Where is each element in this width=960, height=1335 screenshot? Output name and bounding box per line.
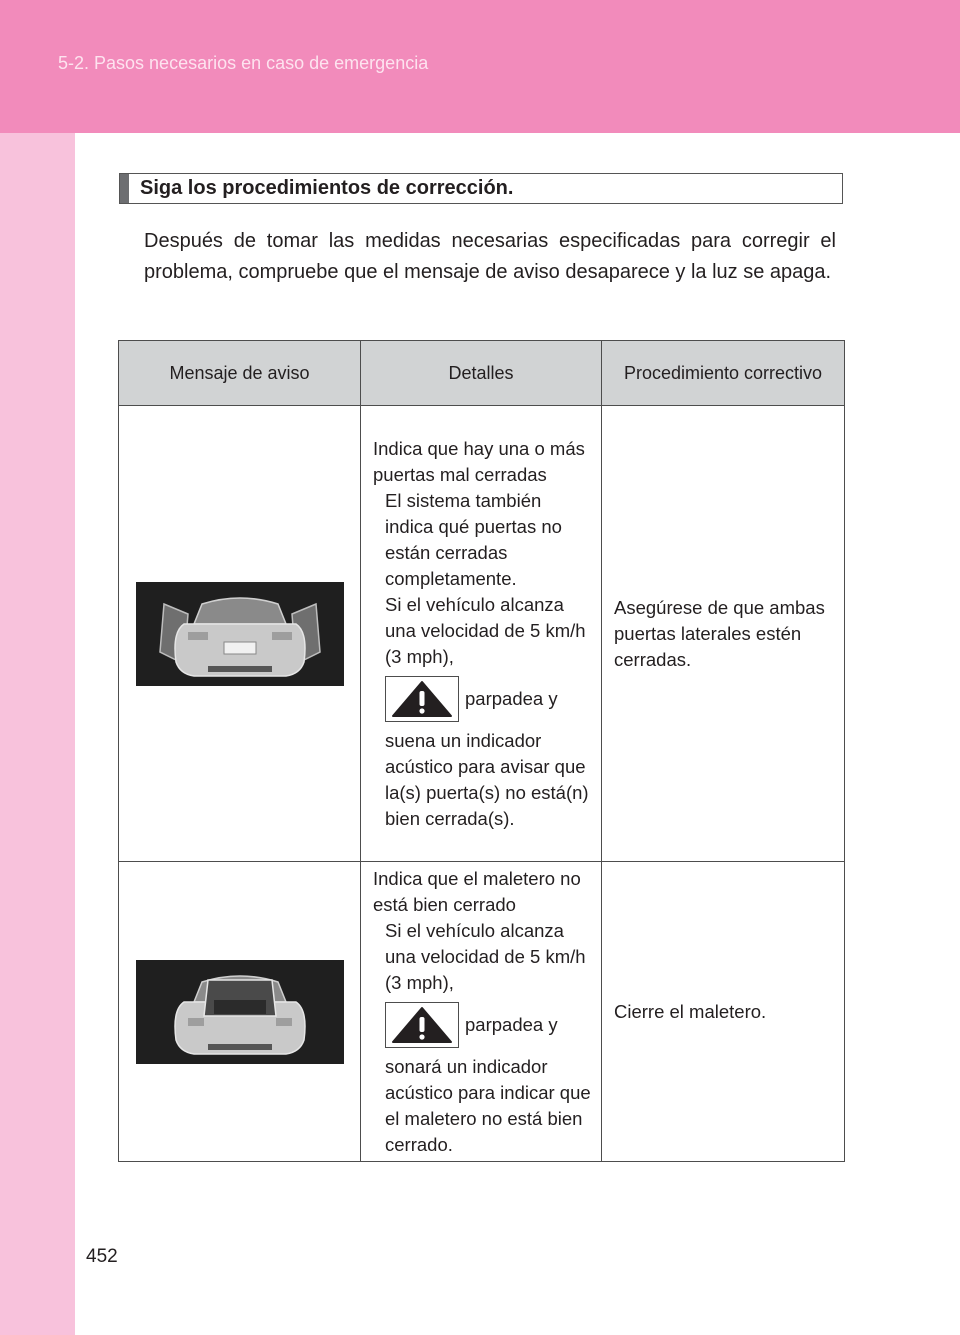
blink-text: parpadea y bbox=[465, 1013, 558, 1035]
details-summary: Indica que hay una o más puertas mal cerradas bbox=[373, 437, 585, 485]
header-band bbox=[0, 0, 960, 133]
warning-image-cell bbox=[119, 862, 361, 1162]
warning-symbol-row bbox=[385, 1002, 593, 1048]
section-title: 5-2. Pasos necesarios en caso de emergencia bbox=[58, 53, 429, 73]
intro-paragraph: Después de tomar las medidas necesarias especificadas para corregir el problema, compruebe que el mensaje de aviso desaparece y la luz se apaga. bbox=[144, 230, 836, 283]
details-cell bbox=[361, 862, 602, 1162]
details-note: El sistema también indica qué puertas no están cerradas completamente. bbox=[385, 489, 562, 589]
table-row bbox=[119, 862, 845, 1162]
step-heading-label: Siga los procedimientos de corrección. bbox=[140, 177, 514, 199]
heading-bar bbox=[120, 174, 129, 203]
column-header-message: Mensaje de aviso bbox=[119, 341, 361, 406]
table-header-row bbox=[119, 341, 845, 406]
blink-text: parpadea y bbox=[465, 687, 558, 709]
procedure-cell: Cierre el maletero. bbox=[602, 862, 845, 1162]
procedure-cell: Asegúrese de que ambas puertas laterales estén cerradas. bbox=[602, 406, 845, 862]
warning-image-cell bbox=[119, 406, 361, 862]
details-speed: Si el vehículo alcanza una velocidad de 5 km/h (3 mph), bbox=[385, 593, 586, 667]
column-header-details: Detalles bbox=[361, 341, 602, 406]
warning-triangle-icon bbox=[385, 676, 459, 722]
details-after: suena un indicador acústico para avisar que la(s) puerta(s) no está(n) bien cerrada(s). bbox=[385, 729, 589, 829]
table-row bbox=[119, 406, 845, 862]
warning-symbol-row bbox=[385, 676, 593, 722]
car-rear-doors-open-icon bbox=[136, 582, 344, 686]
step-heading bbox=[119, 173, 843, 204]
details-summary: Indica que el maletero no está bien cerrado bbox=[373, 867, 581, 915]
page-number: 452 bbox=[86, 1246, 118, 1267]
warning-table bbox=[118, 340, 845, 1162]
car-rear-trunk-open-icon bbox=[136, 960, 344, 1064]
details-after: sonará un indicador acústico para indicar que el maletero no está bien cerrado. bbox=[385, 1055, 591, 1155]
column-header-procedure: Procedimiento correctivo bbox=[602, 341, 845, 406]
side-band bbox=[0, 133, 75, 1335]
warning-triangle-icon bbox=[385, 1002, 459, 1048]
details-speed: Si el vehículo alcanza una velocidad de 5 km/h (3 mph), bbox=[385, 919, 586, 993]
details-cell bbox=[361, 406, 602, 862]
